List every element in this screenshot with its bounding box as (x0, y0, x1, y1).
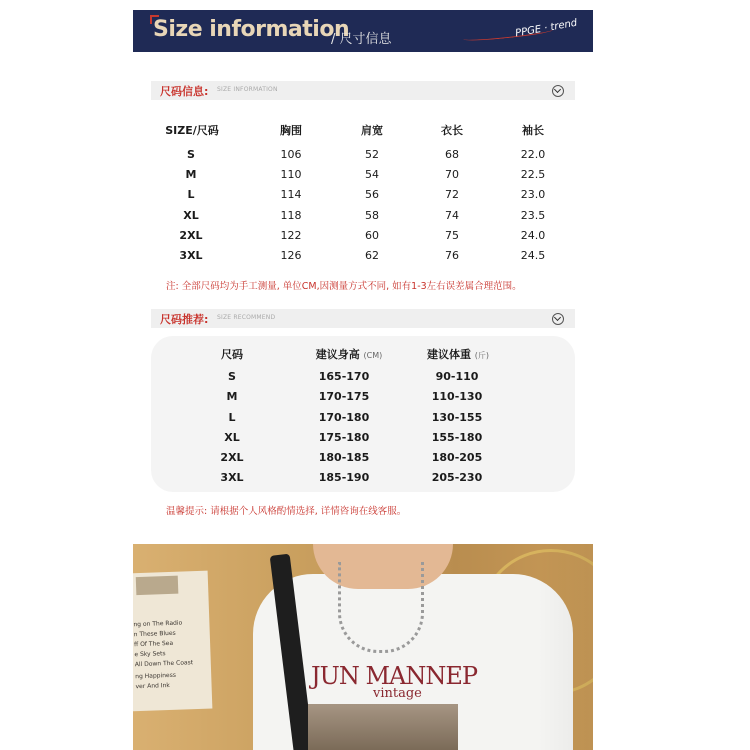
brand-label: PPGE · trend (514, 17, 579, 40)
banner-title: Size information (153, 17, 350, 42)
col-header-length: 衣长 (441, 124, 463, 137)
table-cell: 24.5 (520, 249, 546, 262)
table-cell: 3XL (220, 471, 244, 484)
weight-unit: (斤) (474, 351, 490, 360)
col-header-shoulder: 肩宽 (361, 124, 383, 137)
table-cell: 24.0 (520, 229, 546, 242)
table-cell: 22.0 (520, 148, 546, 161)
shirt-print-text: JUN MANNEP (311, 662, 478, 690)
table-cell: L (187, 188, 195, 201)
col-header-sleeve: 袖长 (522, 124, 544, 137)
table-cell: 23.5 (520, 209, 546, 222)
size-info-sublabel: SIZE INFORMATION (217, 86, 278, 93)
table-cell: 2XL (220, 451, 244, 464)
product-photo (133, 544, 593, 750)
col-header-size: 尺码 (221, 348, 243, 361)
photo-shadow (538, 544, 593, 750)
table-cell: M (226, 390, 238, 403)
height-unit: (CM) (363, 351, 383, 360)
table-cell: 58 (365, 209, 379, 222)
size-recommend-header (151, 309, 575, 328)
table-cell: 118 (280, 209, 302, 222)
table-cell: 170-180 (318, 411, 370, 424)
table-cell: 110-130 (431, 390, 483, 403)
recommend-tip-note: 温馨提示: 请根据个人风格酌情选择, 详情咨询在线客服。 (166, 506, 407, 517)
table-cell: 106 (280, 148, 302, 161)
table-cell: XL (183, 209, 199, 222)
table-cell: 175-180 (318, 431, 370, 444)
poster-line: n These Blues (133, 629, 176, 639)
necklace (338, 562, 424, 653)
table-cell: 68 (445, 148, 459, 161)
table-cell: 52 (365, 148, 379, 161)
table-cell: 110 (280, 168, 302, 181)
table-cell: S (187, 148, 195, 161)
col-header-weight (427, 346, 489, 362)
height-label: 建议身高 (315, 348, 360, 361)
table-cell: 185-190 (318, 471, 370, 484)
table-cell: 155-180 (431, 431, 483, 444)
table-cell: 180-185 (318, 451, 370, 464)
table-cell: 130-155 (431, 411, 483, 424)
chevron-down-icon[interactable] (552, 313, 564, 325)
poster-line: ng on The Radio (133, 619, 183, 629)
size-info-header (151, 81, 575, 100)
size-info-banner (133, 10, 593, 52)
size-recommend-sublabel: SIZE RECOMMEND (217, 314, 276, 321)
table-cell: 165-170 (318, 370, 370, 383)
table-cell: 126 (280, 249, 302, 262)
table-cell: 62 (365, 249, 379, 262)
size-info-label: 尺码信息: (160, 85, 209, 98)
table-cell: 22.5 (520, 168, 546, 181)
table-cell: XL (224, 431, 240, 444)
wall-poster (133, 571, 212, 712)
chevron-down-icon[interactable] (552, 85, 564, 97)
col-header-size: SIZE/尺码 (165, 124, 219, 137)
shirt-print-artwork (308, 704, 458, 750)
poster-image (136, 576, 179, 595)
shirt-print-subtext: vintage (373, 686, 422, 701)
table-cell: 170-175 (318, 390, 370, 403)
weight-label: 建议体重 (426, 348, 471, 361)
table-cell: L (228, 411, 236, 424)
table-cell: 75 (445, 229, 459, 242)
size-recommend-label: 尺码推荐: (160, 313, 209, 326)
table-cell: 180-205 (431, 451, 483, 464)
poster-line: e Sky Sets (134, 650, 166, 659)
col-header-height (316, 346, 383, 362)
table-cell: 90-110 (435, 370, 479, 383)
poster-line: ver And Ink (135, 681, 170, 691)
measurement-note: 注: 全部尺码均为手工测量, 单位CM,因测量方式不同, 如有1-3左右误差属合理范围。 (166, 281, 522, 292)
table-cell: S (228, 370, 236, 383)
table-cell: 74 (445, 209, 459, 222)
table-cell: 205-230 (431, 471, 483, 484)
table-cell: 2XL (179, 229, 203, 242)
table-cell: M (185, 168, 197, 181)
table-cell: 23.0 (520, 188, 546, 201)
poster-line: ng Happiness (135, 671, 177, 681)
table-cell: 72 (445, 188, 459, 201)
table-cell: 76 (445, 249, 459, 262)
banner-subtitle: / 尺寸信息 (331, 32, 392, 47)
poster-line: ff Of The Sea (133, 639, 174, 649)
table-cell: 3XL (179, 249, 203, 262)
table-cell: 122 (280, 229, 302, 242)
poster-line: All Down The Coast (134, 659, 194, 669)
table-cell: 114 (280, 188, 302, 201)
table-cell: 60 (365, 229, 379, 242)
table-cell: 54 (365, 168, 379, 181)
table-cell: 56 (365, 188, 379, 201)
col-header-chest: 胸围 (280, 124, 302, 137)
table-cell: 70 (445, 168, 459, 181)
